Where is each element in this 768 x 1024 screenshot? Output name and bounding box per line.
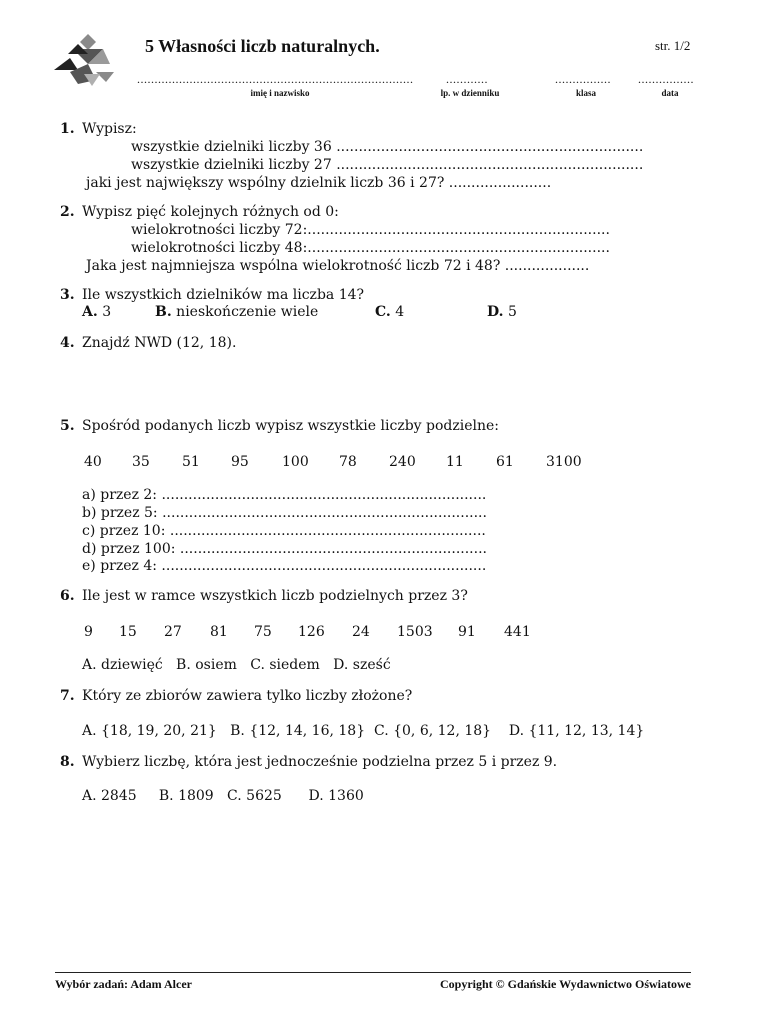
q1-text: Wypisz:: [82, 121, 137, 137]
q5-number-item: 95: [231, 454, 249, 470]
q3-option-b: B. nieskończenie wiele: [155, 304, 319, 320]
q6-number-item: 27: [164, 624, 182, 640]
q6-number-item: 441: [504, 624, 531, 640]
q2-text: Wypisz pięć kolejnych różnych od 0:: [82, 204, 339, 220]
q5-number-item: 11: [446, 454, 464, 470]
q5-line-e: e) przez 4: .........................................................................: [82, 558, 487, 574]
tangram-logo: [48, 34, 118, 88]
q5-number-item: 40: [84, 454, 102, 470]
q6-number: 6.: [60, 588, 75, 604]
page-title: 5 Własności liczb naturalnych.: [145, 36, 380, 56]
q1-number: 1.: [60, 121, 75, 137]
q1-line-3: jaki jest największy wspólny dzielnik liczb 36 i 27? .......................: [86, 175, 552, 191]
q8-answers: A. 2845 B. 1809 C. 5625 D. 1360: [82, 788, 364, 804]
q7-answers: A. {18, 19, 20, 21} B. {12, 14, 16, 18} C. {0, 6, 12, 18} D. {11, 12, 13, 14}: [82, 723, 645, 739]
q3-text: Ile wszystkich dzielników ma liczba 14?: [82, 287, 365, 303]
q4-text: Znajdź NWD (12, 18).: [82, 335, 237, 351]
q6-number-item: 91: [458, 624, 476, 640]
q6-number-item: 15: [119, 624, 137, 640]
footer-divider: [55, 972, 691, 973]
q6-number-item: 81: [210, 624, 228, 640]
q2-number: 2.: [60, 204, 75, 220]
footer-copyright: Copyright © Gdańskie Wydawnictwo Oświatowe: [440, 977, 691, 991]
q3-option-c: C. 4: [375, 304, 405, 320]
q5-number: 5.: [60, 418, 75, 434]
q6-number-item: 75: [254, 624, 272, 640]
q5-number-item: 100: [282, 454, 309, 470]
register-field-label: lp. w dzienniku: [440, 88, 500, 98]
q6-number-item: 9: [84, 624, 93, 640]
q3-number: 3.: [60, 287, 75, 303]
q2-line-1: wielokrotności liczby 72:....................................................................: [131, 222, 610, 238]
date-field-label: data: [661, 88, 679, 98]
q1-line-1: wszystkie dzielniki liczby 36 .....................................................................: [131, 139, 644, 155]
q8-number: 8.: [60, 754, 75, 770]
q6-answers: A. dziewięć B. osiem C. siedem D. sześć: [82, 657, 391, 673]
q5-number-item: 51: [182, 454, 200, 470]
q7-number: 7.: [60, 688, 75, 704]
q1-line-2: wszystkie dzielniki liczby 27 .....................................................................: [131, 157, 644, 173]
q6-number-item: 126: [298, 624, 325, 640]
q3-option-d: D. 5: [487, 304, 517, 320]
q3-option-a: A. 3: [82, 304, 112, 320]
q5-line-a: a) przez 2: .........................................................................: [82, 487, 487, 503]
q5-text: Spośród podanych liczb wypisz wszystkie liczby podzielne:: [82, 418, 499, 434]
q5-number-item: 35: [132, 454, 150, 470]
name-field-label: imię i nazwisko: [250, 88, 310, 98]
name-field-dots: ...............................................................................: [137, 72, 414, 86]
date-field-dots: ................: [638, 72, 694, 86]
q6-number-item: 1503: [397, 624, 433, 640]
q8-text: Wybierz liczbę, która jest jednocześnie podzielna przez 5 i przez 9.: [82, 754, 558, 770]
q6-number-item: 24: [352, 624, 370, 640]
q6-text: Ile jest w ramce wszystkich liczb podzielnych przez 3?: [82, 588, 468, 604]
q5-number-item: 78: [339, 454, 357, 470]
q5-line-c: c) przez 10: .......................................................................: [82, 523, 486, 539]
footer-author: Wybór zadań: Adam Alcer: [55, 977, 192, 991]
q5-line-d: d) przez 100: .....................................................................: [82, 541, 487, 557]
q5-number-item: 3100: [546, 454, 582, 470]
class-field-label: klasa: [575, 88, 596, 98]
q5-number-item: 61: [496, 454, 514, 470]
q7-text: Który ze zbiorów zawiera tylko liczby złożone?: [82, 688, 413, 704]
q2-line-2: wielokrotności liczby 48:....................................................................: [131, 240, 610, 256]
q5-line-b: b) przez 5: .........................................................................: [82, 505, 487, 521]
q2-line-3: Jaka jest najmniejsza wspólna wielokrotność liczb 72 i 48? ...................: [86, 258, 590, 274]
class-field-dots: ................: [555, 72, 611, 86]
page-number: str. 1/2: [655, 38, 691, 53]
q5-number-item: 240: [389, 454, 416, 470]
register-field-dots: ............: [446, 72, 488, 86]
q4-number: 4.: [60, 335, 75, 351]
